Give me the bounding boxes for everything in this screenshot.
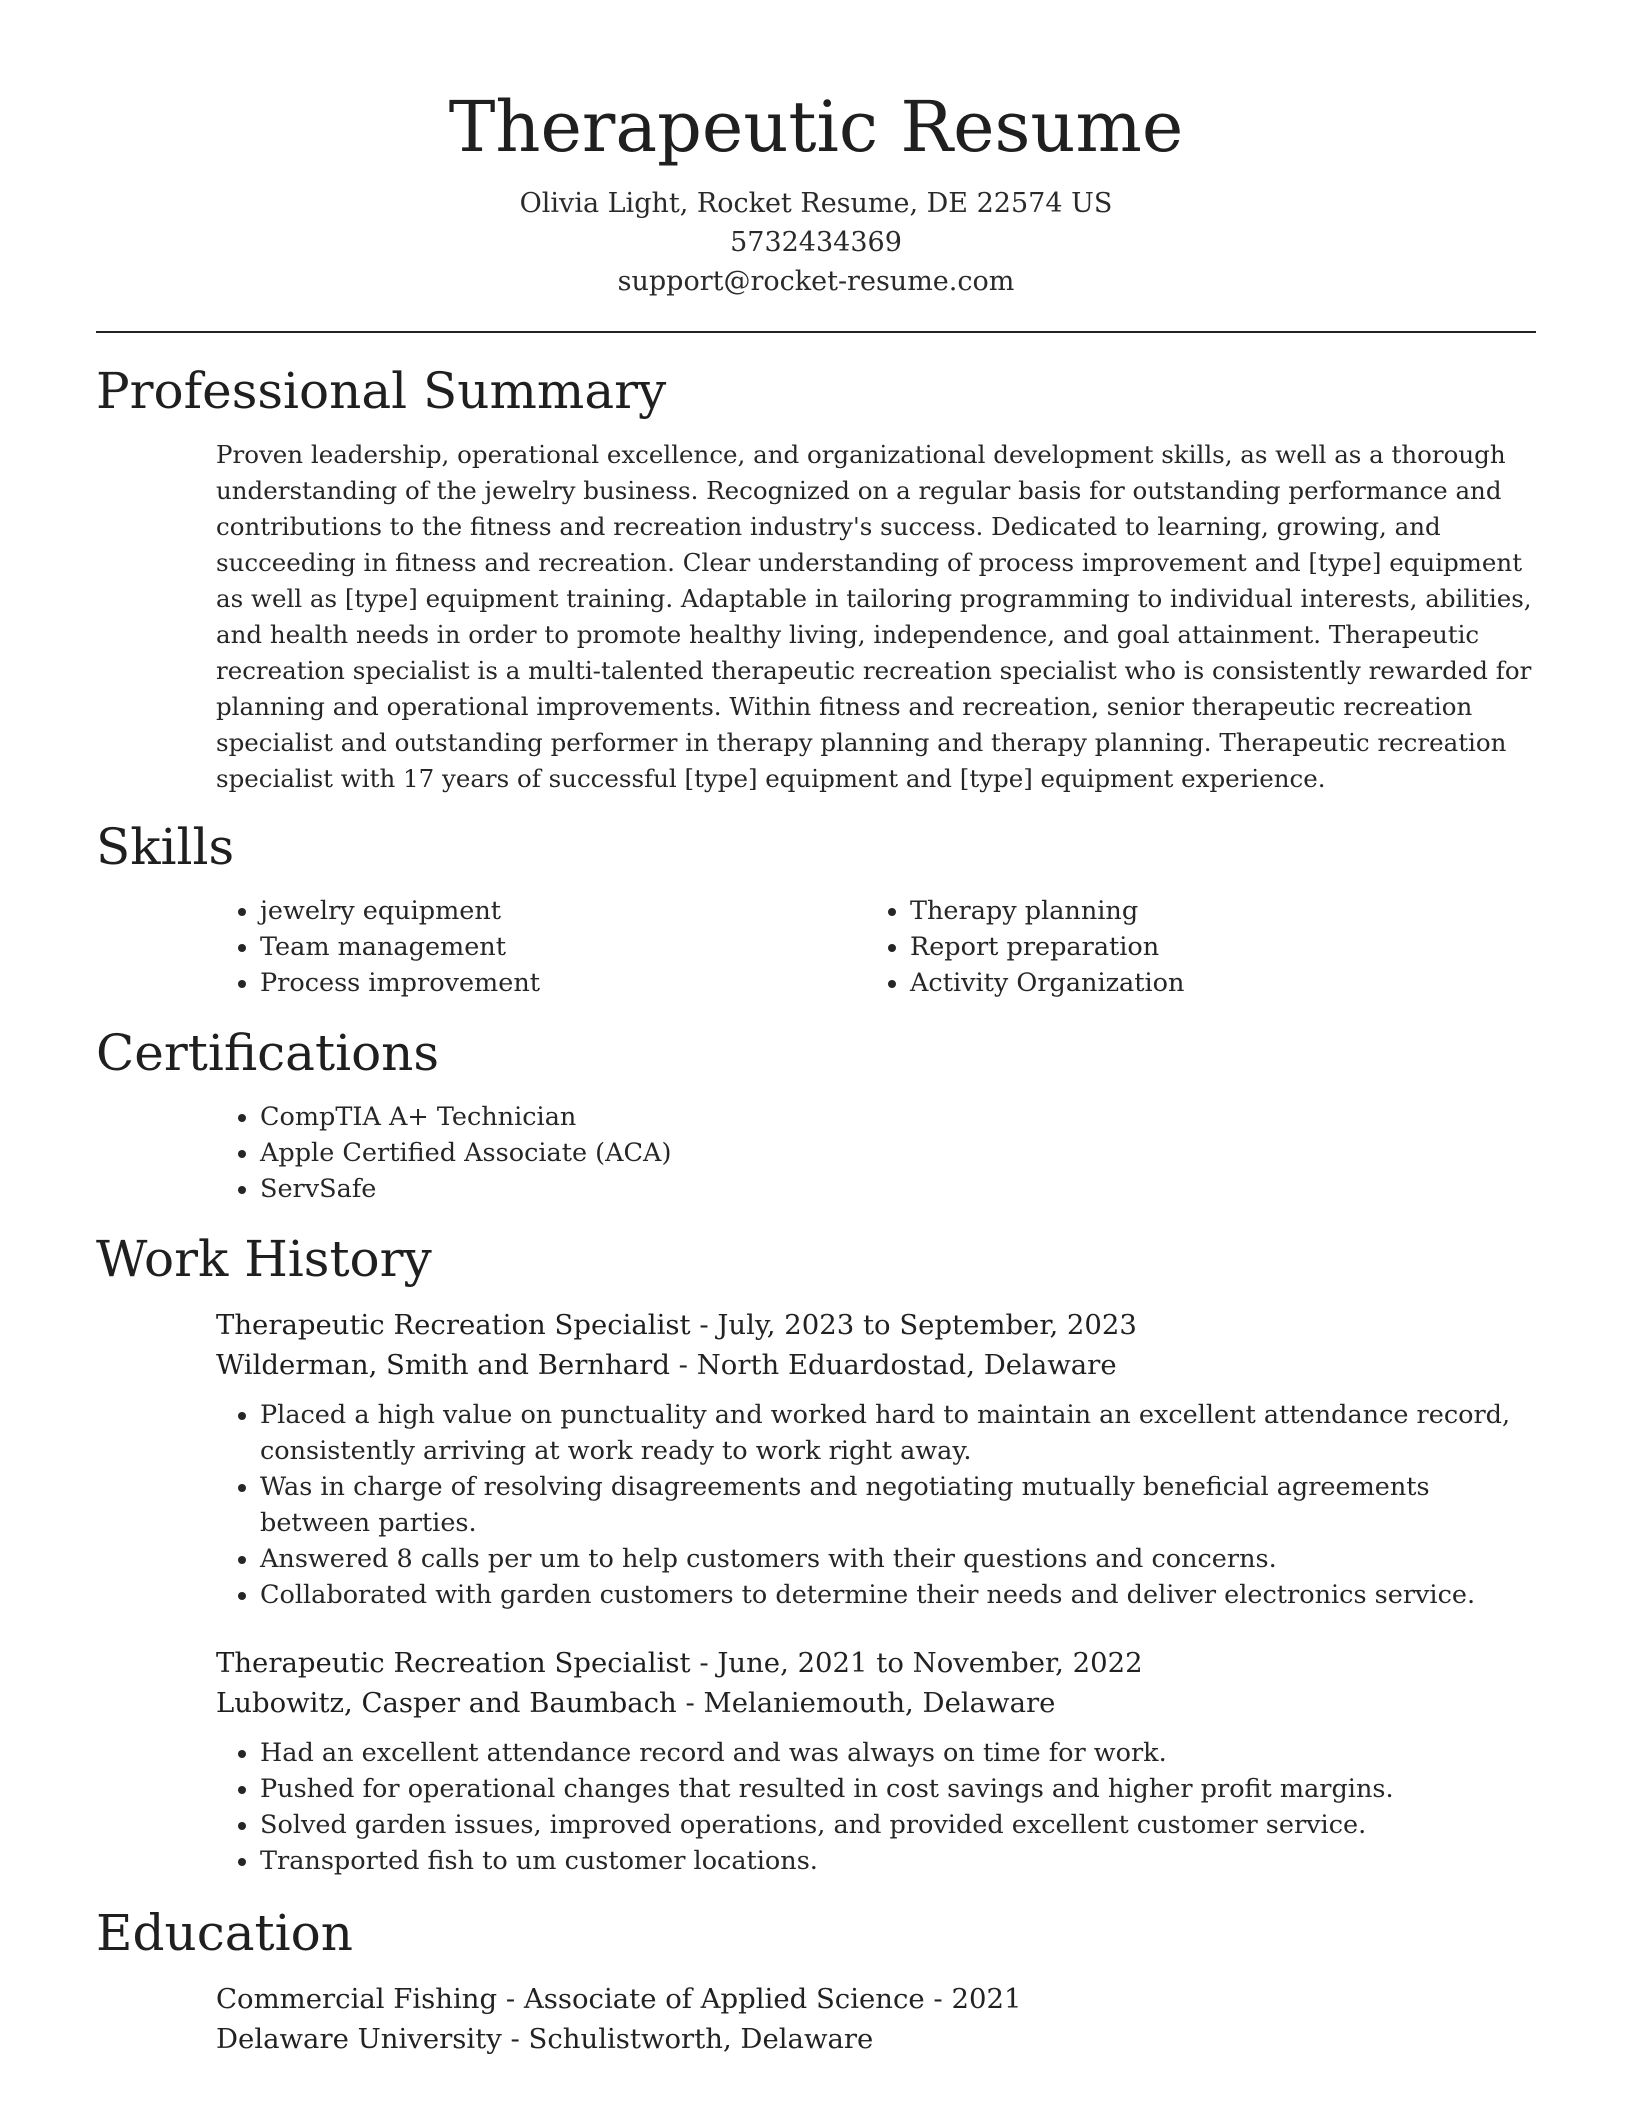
skills-grid: [96, 893, 1536, 1001]
job-dates: June, 2021 to November, 2022: [717, 1647, 1143, 1679]
job-bullet: • Had an excellent attendance record and was always on time for work.: [260, 1735, 1536, 1771]
separator: -: [669, 1349, 697, 1381]
education-school: Delaware University: [216, 2023, 502, 2055]
education-degree-line: [216, 1979, 1536, 2019]
work-history-heading: Work History: [96, 1230, 432, 1288]
work-history-section: [96, 1227, 1536, 1879]
separator: -: [497, 1983, 524, 2015]
resume-page: [96, 0, 1536, 2059]
job-bullet: • Pushed for operational changes that resulted in cost savings and higher profit margins.: [260, 1771, 1536, 1807]
job-title-line: [216, 1643, 1536, 1683]
certifications-list: [96, 1099, 1536, 1207]
job-bullet: • Answered 8 calls per um to help customers with their questions and concerns.: [260, 1541, 1536, 1577]
job-title: Therapeutic Recreation Specialist: [216, 1647, 691, 1679]
contact-phone: 5732434369: [730, 227, 902, 258]
education-entry: [216, 1979, 1536, 2059]
skill-item: • Therapy planning: [910, 893, 1470, 929]
education-school-line: [216, 2019, 1536, 2059]
skill-item: • Activity Organization: [910, 965, 1470, 1001]
job-bullet: • Was in charge of resolving disagreements and negotiating mutually beneficial agreements between parties.: [260, 1469, 1536, 1541]
job-location: North Eduardostad, Delaware: [696, 1349, 1117, 1381]
contact-address: Olivia Light, Rocket Resume, DE 22574 US: [519, 188, 1113, 219]
separator: -: [690, 1309, 718, 1341]
separator: -: [690, 1647, 718, 1679]
skills-column-2: [910, 893, 1470, 1001]
job-entry: [216, 1305, 1536, 1613]
education-year: 2021: [951, 1983, 1022, 2015]
job-title-line: [216, 1305, 1536, 1345]
job-company-line: [216, 1683, 1536, 1723]
resume-header: [96, 0, 1536, 301]
certification-item: • Apple Certified Associate (ACA): [260, 1135, 1536, 1171]
skills-column-1: [96, 893, 910, 1001]
job-bullet: • Placed a high value on punctuality and worked hard to maintain an excellent attendance record, consistently arriving at work ready to work right away.: [260, 1397, 1536, 1469]
skills-heading: Skills: [96, 818, 235, 876]
certification-item: • CompTIA A+ Technician: [260, 1099, 1536, 1135]
resume-title: Therapeutic Resume: [448, 86, 1184, 168]
job-bullet: • Collaborated with garden customers to determine their needs and deliver electronics service.: [260, 1577, 1536, 1613]
job-company: Wilderman, Smith and Bernhard: [216, 1349, 670, 1381]
summary-text: Proven leadership, operational excellence, and organizational development skills, as well as a thorough understanding of the jewelry business. Recognized on a regular basis for outstanding performance and contributions to the fitness and recreation industry's success. Dedicated to learning, growing, and succeeding in fitness and recreation. Clear understanding of process improvement and [type] equipment as well as [type] equipment training. Adaptable in tailoring programming to individual interests, abilities, and health needs in order to promote healthy living, independence, and goal attainment. Therapeutic recreation specialist is a multi-talented therapeutic recreation specialist who is consistently rewarded for planning and operational improvements. Within fitness and recreation, senior therapeutic recreation specialist and outstanding performer in therapy planning and therapy planning. Therapeutic recreation specialist with 17 years of successful [type] equipment and [type] equipment experience.: [216, 440, 1532, 793]
job-bullet: • Transported fish to um customer locations.: [260, 1843, 1536, 1879]
skill-item: • Report preparation: [910, 929, 1470, 965]
job-entry: [216, 1643, 1536, 1879]
job-company-line: [216, 1345, 1536, 1385]
job-dates: July, 2023 to September, 2023: [717, 1309, 1137, 1341]
job-bullets: [216, 1735, 1536, 1879]
certifications-heading: Certifications: [96, 1024, 440, 1082]
separator: -: [501, 2023, 529, 2055]
job-title: Therapeutic Recreation Specialist: [216, 1309, 691, 1341]
skill-item: • Process improvement: [260, 965, 910, 1001]
job-company: Lubowitz, Casper and Baumbach: [216, 1687, 677, 1719]
education-degree: Associate of Applied Science: [523, 1983, 925, 2015]
header-divider: [96, 331, 1536, 333]
skills-section: [96, 815, 1536, 1001]
certification-item: • ServSafe: [260, 1171, 1536, 1207]
education-location: Schulistworth, Delaware: [528, 2023, 874, 2055]
education-section: [96, 1901, 1536, 2059]
job-bullet: • Solved garden issues, improved operations, and provided excellent customer service.: [260, 1807, 1536, 1843]
contact-email: support@rocket-resume.com: [617, 266, 1015, 297]
contact-info: [96, 184, 1536, 301]
skill-item: • jewelry equipment: [260, 893, 910, 929]
separator: -: [676, 1687, 704, 1719]
summary-section: [96, 359, 1536, 797]
job-location: Melaniemouth, Delaware: [703, 1687, 1056, 1719]
separator: -: [924, 1983, 952, 2015]
skill-item: • Team management: [260, 929, 910, 965]
education-field: Commercial Fishing: [216, 1983, 498, 2015]
certifications-section: [96, 1021, 1536, 1207]
summary-heading: Professional Summary: [96, 362, 667, 420]
job-bullets: [216, 1397, 1536, 1613]
education-heading: Education: [96, 1904, 353, 1962]
